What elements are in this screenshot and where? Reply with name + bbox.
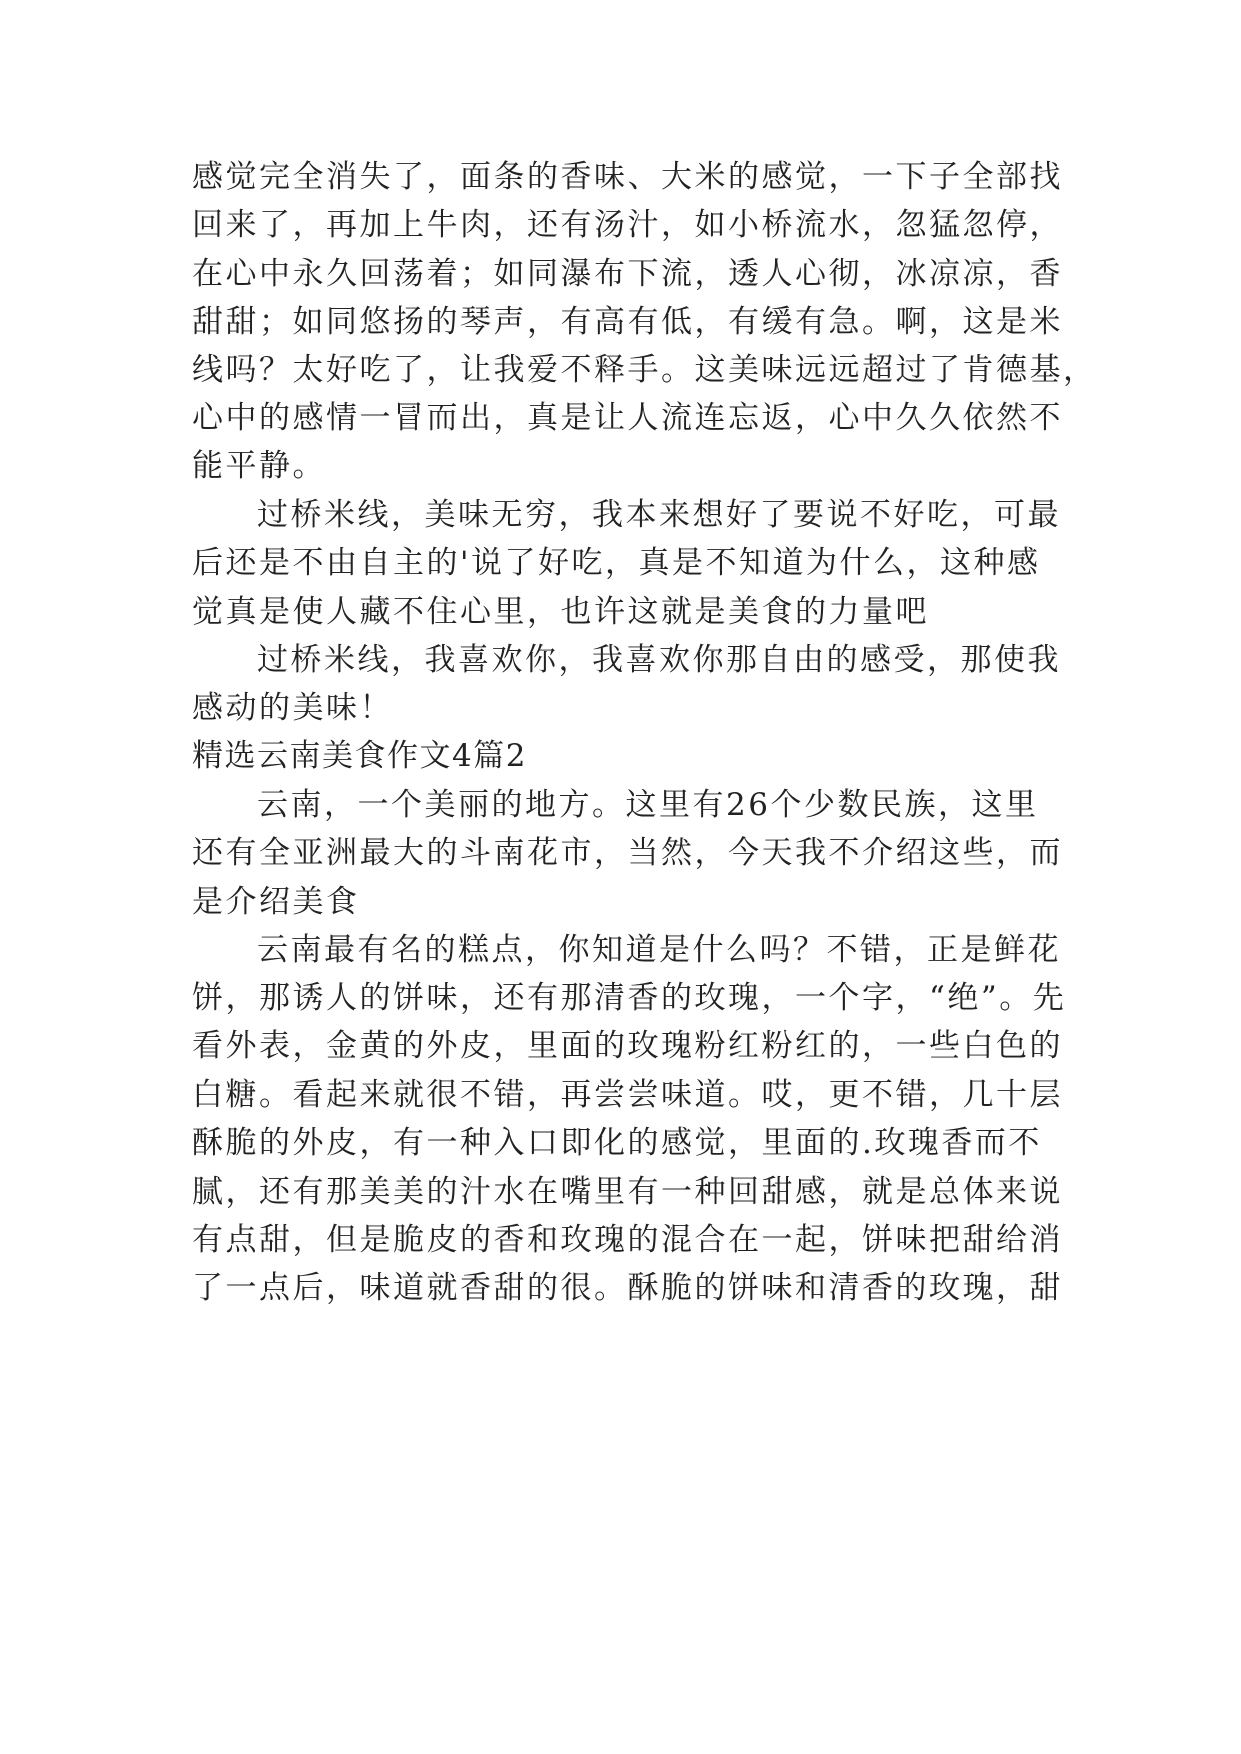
text-line: 在心中永久回荡着；如同瀑布下流，透人心彻，冰凉凉，香 xyxy=(192,256,1063,292)
text-line: 白糖。看起来就很不错，再尝尝味道。哎，更不错，几十层 xyxy=(192,1077,1063,1113)
text-line: 过桥米线，美味无穷，我本来想好了要说不好吃，可最 xyxy=(257,497,1061,533)
text-line: 感动的美味！ xyxy=(192,690,393,726)
text-line: 回来了，再加上牛肉，还有汤汁，如小桥流水，忽猛忽停， xyxy=(192,207,1063,243)
section-heading: 精选云南美食作文4篇2 xyxy=(192,738,527,774)
text-line: 能平静。 xyxy=(192,448,326,484)
text-line: 线吗？太好吃了，让我爱不释手。这美味远远超过了肯德基， xyxy=(192,352,1097,388)
text-line: 看外表，金黄的外皮，里面的玫瑰粉红粉红的，一些白色的 xyxy=(192,1028,1063,1064)
text-line: 了一点后，味道就香甜的很。酥脆的饼味和清香的玫瑰，甜 xyxy=(192,1270,1063,1306)
text-line: 酥脆的外皮，有一种入口即化的感觉，里面的.玫瑰香而不 xyxy=(192,1125,1042,1161)
text-line: 感觉完全消失了，面条的香味、大米的感觉，一下子全部找 xyxy=(192,159,1063,195)
text-line: 后还是不由自主的'说了好吃，真是不知道为什么，这种感 xyxy=(192,545,1041,581)
text-line: 饼，那诱人的饼味，还有那清香的玫瑰，一个字，“绝”。先 xyxy=(192,980,1067,1016)
text-line: 还有全亚洲最大的斗南花市，当然，今天我不介绍这些，而 xyxy=(192,835,1063,871)
text-line: 有点甜，但是脆皮的香和玫瑰的混合在一起，饼味把甜给消 xyxy=(192,1222,1063,1258)
text-line: 云南，一个美丽的地方。这里有26个少数民族，这里 xyxy=(257,787,1039,823)
text-line: 是介绍美食 xyxy=(192,884,360,920)
text-line: 甜甜；如同悠扬的琴声，有高有低，有缓有急。啊，这是米 xyxy=(192,304,1063,340)
text-line: 过桥米线，我喜欢你，我喜欢你那自由的感受，那使我 xyxy=(257,642,1061,678)
text-line: 腻，还有那美美的汁水在嘴里有一种回甜感，就是总体来说 xyxy=(192,1174,1063,1210)
text-line: 心中的感情一冒而出，真是让人流连忘返，心中久久依然不 xyxy=(192,400,1063,436)
text-line: 云南最有名的糕点，你知道是什么吗？不错，正是鲜花 xyxy=(257,932,1061,968)
text-line: 觉真是使人藏不住心里，也许这就是美食的力量吧 xyxy=(192,594,929,630)
